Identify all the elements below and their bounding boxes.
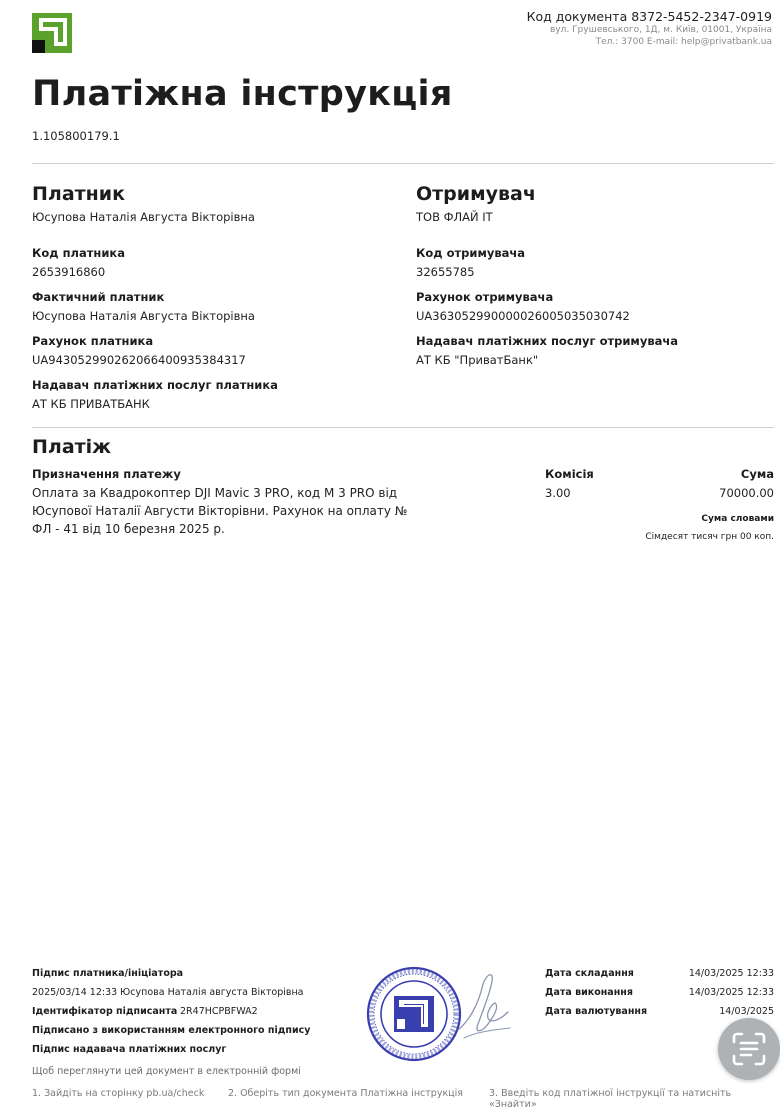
recipient-provider-label: Надавач платіжних послуг отримувача	[416, 334, 679, 348]
payer-account-label: Рахунок платника	[32, 334, 154, 348]
payment-heading: Платіж	[32, 436, 112, 458]
recipient-code: 32655785	[416, 265, 475, 279]
recipient-account: UA363052990000026005035030742	[416, 309, 630, 323]
commission-value: 3.00	[545, 486, 571, 500]
signer-id-label: Ідентифікатор підписанта	[32, 1006, 178, 1017]
actual-payer: Юсупова Наталія Августа Вікторівна	[32, 309, 255, 323]
date-created: 14/03/2025 12:33	[688, 968, 774, 979]
page-title: Платіжна інструкція	[32, 74, 453, 114]
check-step-3: 3. Введіть код платіжної інструкції та натисніть «Знайти»	[489, 1088, 732, 1110]
handwritten-signature-icon	[452, 968, 516, 1050]
payer-code: 2653916860	[32, 265, 106, 279]
document-reference: 1.105800179.1	[32, 129, 120, 143]
document-code: Код документа 8372-5452-2347-0919	[526, 9, 772, 24]
signature-name: Юсупова Наталія августа Вікторівна	[120, 987, 304, 998]
date-value: 14/03/2025	[719, 1006, 774, 1017]
amount-value: 70000.00	[719, 486, 774, 500]
date-executed: 14/03/2025 12:33	[688, 987, 774, 998]
header-contacts	[527, 9, 772, 48]
commission-label: Комісія	[545, 467, 594, 481]
date-executed-label: Дата виконання	[545, 987, 633, 998]
bank-stamp-icon	[366, 966, 462, 1062]
recipient-account-label: Рахунок отримувача	[416, 290, 554, 304]
amount-words-label: Сума словами	[701, 514, 774, 524]
e-form-note: Щоб переглянути цей документ в електронній формі	[32, 1066, 301, 1077]
actual-payer-label: Фактичний платник	[32, 290, 165, 304]
purpose-text: Оплата за Квадрокоптер DJI Mavic 3 PRO, код М 3 PRO від Юсупової Наталії Августи Вікторівни. Рахунок на оплату № ФЛ - 41 від 10 березня 2025 р.	[32, 486, 408, 536]
recipient-provider: АТ КБ "ПриватБанк"	[416, 353, 539, 367]
text-scan-icon	[718, 1018, 780, 1080]
divider	[32, 427, 774, 428]
check-step-2: 2. Оберіть тип документа Платіжна інструкція	[228, 1088, 464, 1099]
payer-heading: Платник	[32, 183, 125, 205]
amount-label: Сума	[740, 467, 774, 481]
e-signed-note: Підписано з використанням електронного підпису	[32, 1025, 311, 1036]
bank-contacts: Тел.: 3700 E-mail: help@privatbank.ua	[595, 37, 772, 47]
recipient-name: ТОВ ФЛАЙ ІТ	[416, 210, 493, 224]
payer-provider: АТ КБ ПРИВАТБАНК	[32, 397, 150, 411]
payer-name: Юсупова Наталія Августа Вікторівна	[32, 210, 255, 224]
payer-account: UA943052990262066400935384317	[32, 353, 246, 367]
signer-id: 2R47HCPBFWA2	[180, 1006, 258, 1017]
signature-label: Підпис платника/ініціатора	[32, 968, 184, 979]
purpose-label: Призначення платежу	[32, 467, 181, 481]
privatbank-logo	[32, 13, 72, 53]
scan-text-button[interactable]	[718, 1018, 780, 1080]
date-created-label: Дата складання	[545, 968, 634, 979]
recipient-heading: Отримувач	[416, 183, 536, 205]
provider-signature-label: Підпис надавача платіжних послуг	[32, 1044, 227, 1055]
payer-provider-label: Надавач платіжних послуг платника	[32, 378, 278, 392]
bank-address: вул. Грушевського, 1Д, м. Київ, 01001, Україна	[549, 25, 772, 35]
date-value-label: Дата валютування	[545, 1006, 648, 1017]
payer-code-label: Код платника	[32, 246, 125, 260]
recipient-code-label: Код отримувача	[416, 246, 526, 260]
amount-words: Сімдесят тисяч грн 00 коп.	[645, 532, 774, 542]
divider	[32, 163, 774, 164]
check-step-1: 1. Зайдіть на сторінку pb.ua/check	[32, 1088, 205, 1099]
signature-date: 2025/03/14 12:33	[32, 987, 118, 998]
